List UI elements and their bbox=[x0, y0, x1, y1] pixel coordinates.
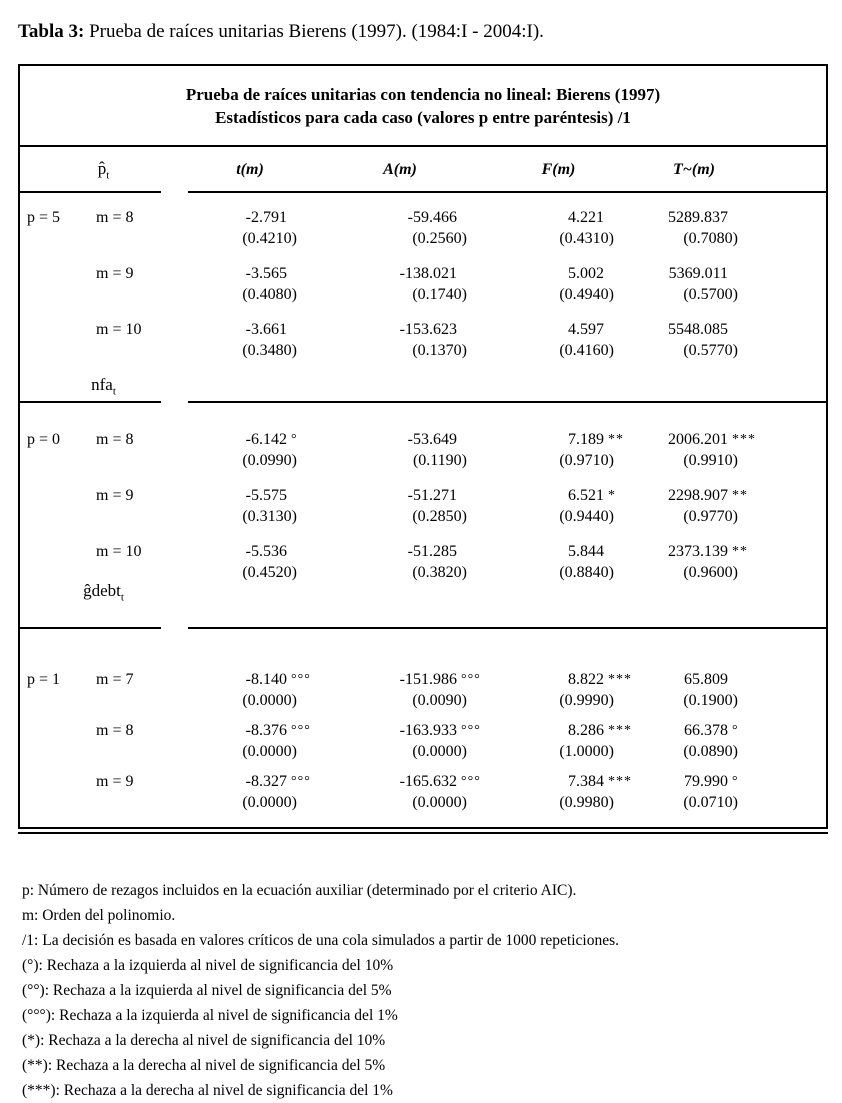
significance-marker bbox=[287, 319, 317, 340]
pvalue-cell bbox=[487, 284, 634, 305]
table-row bbox=[20, 720, 826, 762]
row-variable-header bbox=[20, 159, 187, 181]
stat-value: -153.623 bbox=[399, 321, 457, 339]
header-rule bbox=[20, 191, 826, 193]
m-label: m = 8 bbox=[96, 722, 134, 740]
significance-marker bbox=[728, 207, 758, 228]
stat-value: 8.822 bbox=[568, 671, 604, 689]
significance-marker bbox=[457, 207, 487, 228]
significance-marker: *** bbox=[608, 774, 632, 790]
stat-value: 2006.201 bbox=[668, 430, 728, 448]
p-value: (0.9600) bbox=[683, 563, 738, 581]
stat-cell bbox=[487, 207, 634, 228]
pvalue-line bbox=[20, 340, 826, 361]
significance-marker: ° bbox=[732, 774, 739, 790]
stat-cell bbox=[187, 541, 317, 562]
stat-value: -8.327 bbox=[245, 773, 287, 791]
table-row bbox=[20, 485, 826, 527]
significance-marker: ** bbox=[732, 543, 748, 559]
p-value: (0.5700) bbox=[683, 286, 738, 304]
stat-value: 5289.837 bbox=[668, 209, 728, 227]
pvalue-cell bbox=[634, 284, 758, 305]
stat-cell bbox=[487, 429, 634, 450]
p-label: p = 1 bbox=[27, 671, 61, 689]
p-value: (0.4160) bbox=[559, 342, 614, 360]
stat-cell bbox=[187, 207, 317, 228]
pvalue-cell bbox=[317, 792, 487, 813]
pvalue-cell bbox=[187, 228, 317, 249]
pvalue-cell bbox=[634, 690, 758, 711]
footnote-line: /1: La decisión es basada en valores críticos de una cola simulados a partir de 1000 repeticiones. bbox=[22, 932, 619, 950]
significance-marker: ** bbox=[608, 431, 624, 447]
stat-value: -53.649 bbox=[407, 430, 457, 448]
p-value: (0.4080) bbox=[242, 286, 297, 304]
p-value: (0.2850) bbox=[412, 507, 467, 525]
p-label: p = 0 bbox=[27, 430, 61, 448]
stat-cell bbox=[487, 720, 634, 741]
pvalue-cell bbox=[487, 340, 634, 361]
p-value: (0.4310) bbox=[559, 230, 614, 248]
pvalue-cell bbox=[487, 741, 634, 762]
pvalue-cell bbox=[317, 284, 487, 305]
pvalue-line bbox=[20, 741, 826, 762]
stat-cell bbox=[487, 541, 634, 562]
stat-value: 79.990 bbox=[684, 773, 728, 791]
stat-cell bbox=[634, 669, 758, 690]
pvalue-cell bbox=[317, 741, 487, 762]
caption-number: Tabla 3: bbox=[18, 21, 85, 42]
table-row bbox=[20, 771, 826, 813]
table-row bbox=[20, 541, 826, 583]
stat-cell bbox=[634, 319, 758, 340]
stat-value: 65.809 bbox=[684, 671, 728, 689]
pvalue-cell bbox=[187, 450, 317, 471]
variable-label bbox=[20, 581, 187, 603]
pvalue-cell bbox=[487, 792, 634, 813]
stat-cell bbox=[317, 263, 487, 284]
p-value: (0.0090) bbox=[412, 692, 467, 710]
p-value: (0.3130) bbox=[242, 507, 297, 525]
pvalue-line bbox=[20, 506, 826, 527]
p-value: (0.0710) bbox=[683, 794, 738, 812]
variable-symbol: nfa bbox=[91, 375, 113, 395]
m-label: m = 8 bbox=[96, 430, 134, 448]
significance-marker bbox=[604, 319, 634, 340]
pvalue-cell bbox=[187, 690, 317, 711]
column-header-fm: F(m) bbox=[541, 161, 576, 178]
significance-marker: °°° bbox=[461, 672, 481, 688]
significance-marker bbox=[604, 207, 634, 228]
significance-marker: *** bbox=[732, 431, 756, 447]
stat-value: -8.376 bbox=[245, 722, 287, 740]
value-line bbox=[20, 207, 826, 228]
footnote-line: (***): Rechaza a la derecha al nivel de significancia del 1% bbox=[22, 1082, 393, 1100]
p-value: (0.1900) bbox=[683, 692, 738, 710]
stat-cell bbox=[187, 720, 317, 741]
pvalue-cell bbox=[634, 562, 758, 583]
stat-cell bbox=[317, 771, 487, 792]
p-label: p = 5 bbox=[27, 209, 61, 227]
footnote-line: (°°°): Rechaza a la izquierda al nivel de significancia del 1% bbox=[22, 1007, 398, 1025]
p-value: (0.1370) bbox=[412, 342, 467, 360]
m-label: m = 9 bbox=[96, 486, 134, 504]
significance-marker: °°° bbox=[291, 672, 311, 688]
table-row bbox=[20, 319, 826, 361]
significance-marker: °°° bbox=[461, 723, 481, 739]
value-line bbox=[20, 429, 826, 450]
stat-cell bbox=[317, 429, 487, 450]
m-label: m = 10 bbox=[96, 542, 142, 560]
stat-value: -163.933 bbox=[399, 722, 457, 740]
variable-symbol: ĝdebt bbox=[83, 580, 121, 600]
stat-cell bbox=[187, 429, 317, 450]
variable-label bbox=[20, 375, 187, 397]
footnote-line: (*): Rechaza a la derecha al nivel de significancia del 10% bbox=[22, 1032, 386, 1050]
p-value: (0.4210) bbox=[242, 230, 297, 248]
pvalue-cell bbox=[317, 506, 487, 527]
value-line bbox=[20, 669, 826, 690]
pvalue-cell bbox=[317, 690, 487, 711]
pvalue-cell bbox=[634, 506, 758, 527]
stat-cell bbox=[487, 771, 634, 792]
p-value: (0.9990) bbox=[559, 692, 614, 710]
significance-marker: ° bbox=[732, 723, 739, 739]
stat-cell bbox=[487, 319, 634, 340]
value-line bbox=[20, 541, 826, 562]
m-label: m = 7 bbox=[96, 671, 134, 689]
footnote-line: m: Orden del polinomio. bbox=[22, 907, 176, 925]
m-label: m = 9 bbox=[96, 265, 134, 283]
footnote-line: (**): Rechaza a la derecha al nivel de significancia del 5% bbox=[22, 1057, 386, 1075]
stat-value: 5.844 bbox=[568, 542, 604, 560]
pvalue-cell bbox=[187, 340, 317, 361]
stat-value: -151.986 bbox=[399, 671, 457, 689]
p-value: (0.9980) bbox=[559, 794, 614, 812]
stat-value: 66.378 bbox=[684, 722, 728, 740]
p-value: (0.4940) bbox=[559, 286, 614, 304]
column-header-row bbox=[20, 147, 826, 191]
variable-subscript: t bbox=[120, 591, 124, 604]
value-line bbox=[20, 319, 826, 340]
stat-cell bbox=[317, 485, 487, 506]
p-value: (0.3480) bbox=[242, 342, 297, 360]
p-value: (0.9770) bbox=[683, 507, 738, 525]
significance-marker bbox=[457, 485, 487, 506]
stat-cell bbox=[634, 485, 758, 506]
significance-marker bbox=[457, 263, 487, 284]
significance-marker: °°° bbox=[291, 774, 311, 790]
stat-value: 7.189 bbox=[568, 430, 604, 448]
stat-value: -2.791 bbox=[245, 209, 287, 227]
stat-cell bbox=[317, 720, 487, 741]
stat-value: 5.002 bbox=[568, 265, 604, 283]
pvalue-cell bbox=[317, 340, 487, 361]
pvalue-line bbox=[20, 690, 826, 711]
stat-value: 7.384 bbox=[568, 773, 604, 791]
stat-cell bbox=[634, 207, 758, 228]
stat-value: 5369.011 bbox=[668, 265, 728, 283]
variable-label-row bbox=[20, 375, 826, 397]
significance-marker bbox=[728, 669, 758, 690]
p-value: (0.9710) bbox=[559, 451, 614, 469]
pvalue-cell bbox=[487, 562, 634, 583]
pvalue-line bbox=[20, 450, 826, 471]
footnote-line: (°): Rechaza a la izquierda al nivel de significancia del 10% bbox=[22, 957, 394, 975]
column-header-am: A(m) bbox=[383, 161, 417, 178]
stat-cell bbox=[317, 541, 487, 562]
significance-marker: °°° bbox=[461, 774, 481, 790]
table-title bbox=[20, 66, 826, 145]
stat-cell bbox=[634, 541, 758, 562]
table-body bbox=[20, 193, 826, 827]
stat-cell bbox=[187, 669, 317, 690]
p-value: (0.1190) bbox=[412, 451, 467, 469]
pvalue-line bbox=[20, 284, 826, 305]
significance-marker: * bbox=[608, 487, 616, 503]
p-value: (0.0000) bbox=[412, 743, 467, 761]
stat-value: -59.466 bbox=[407, 209, 457, 227]
p-value: (0.9910) bbox=[683, 451, 738, 469]
pvalue-line bbox=[20, 792, 826, 813]
significance-marker bbox=[728, 319, 758, 340]
stat-value: 4.597 bbox=[568, 321, 604, 339]
table-title-line2: Estadísticos para cada caso (valores p entre paréntesis) /1 bbox=[215, 108, 631, 127]
p-value: (0.0000) bbox=[242, 743, 297, 761]
p-value: (0.3820) bbox=[412, 563, 467, 581]
significance-marker: *** bbox=[608, 672, 632, 688]
pvalue-cell bbox=[487, 506, 634, 527]
variable-symbol: p̂ bbox=[97, 159, 107, 178]
stat-cell bbox=[187, 263, 317, 284]
pvalue-cell bbox=[634, 450, 758, 471]
p-value: (0.1740) bbox=[412, 286, 467, 304]
p-value: (0.0000) bbox=[412, 794, 467, 812]
significance-marker: ** bbox=[732, 487, 748, 503]
stat-cell bbox=[634, 429, 758, 450]
variable-subscript: t bbox=[106, 169, 110, 182]
pvalue-cell bbox=[487, 228, 634, 249]
stat-value: -165.632 bbox=[399, 773, 457, 791]
significance-marker bbox=[457, 319, 487, 340]
table-section bbox=[20, 403, 826, 603]
significance-marker bbox=[287, 263, 317, 284]
stat-cell bbox=[487, 669, 634, 690]
significance-marker bbox=[457, 541, 487, 562]
significance-marker bbox=[457, 429, 487, 450]
m-label: m = 9 bbox=[96, 773, 134, 791]
stat-cell bbox=[317, 319, 487, 340]
significance-marker: *** bbox=[608, 723, 632, 739]
p-value: (0.9440) bbox=[559, 507, 614, 525]
stat-value: 4.221 bbox=[568, 209, 604, 227]
stat-cell bbox=[317, 207, 487, 228]
significance-marker bbox=[604, 541, 634, 562]
pvalue-cell bbox=[317, 562, 487, 583]
m-label: m = 8 bbox=[96, 209, 134, 227]
table-row bbox=[20, 207, 826, 249]
table-section bbox=[20, 629, 826, 827]
variable-subscript: t bbox=[112, 385, 116, 398]
p-value: (0.0890) bbox=[683, 743, 738, 761]
footnote-line: p: Número de rezagos incluidos en la ecuación auxiliar (determinado por el criterio AIC). bbox=[22, 882, 577, 900]
significance-marker bbox=[728, 263, 758, 284]
caption-text: Prueba de raíces unitarias Bierens (1997). (1984:I - 2004:I). bbox=[84, 21, 544, 42]
stat-value: -51.271 bbox=[407, 486, 457, 504]
pvalue-cell bbox=[634, 741, 758, 762]
footnotes bbox=[18, 878, 826, 1103]
pvalue-cell bbox=[634, 228, 758, 249]
section-divider bbox=[20, 627, 826, 629]
significance-marker bbox=[287, 207, 317, 228]
value-line bbox=[20, 771, 826, 792]
stat-cell bbox=[187, 485, 317, 506]
p-value: (0.4520) bbox=[242, 563, 297, 581]
p-value: (1.0000) bbox=[559, 743, 614, 761]
pvalue-cell bbox=[634, 340, 758, 361]
value-line bbox=[20, 720, 826, 741]
significance-marker bbox=[287, 485, 317, 506]
table-row bbox=[20, 669, 826, 711]
footnote-line: (°°): Rechaza a la izquierda al nivel de significancia del 5% bbox=[22, 982, 392, 1000]
pvalue-cell bbox=[187, 284, 317, 305]
p-value: (0.0990) bbox=[242, 451, 297, 469]
p-value: (0.7080) bbox=[683, 230, 738, 248]
stat-value: 5548.085 bbox=[668, 321, 728, 339]
significance-marker bbox=[287, 541, 317, 562]
significance-marker bbox=[604, 263, 634, 284]
pvalue-line bbox=[20, 228, 826, 249]
significance-marker: ° bbox=[291, 431, 298, 447]
pvalue-cell bbox=[317, 228, 487, 249]
stat-value: 2298.907 bbox=[668, 486, 728, 504]
stat-value: -5.536 bbox=[245, 542, 287, 560]
table-row bbox=[20, 263, 826, 305]
table-title-line1: Prueba de raíces unitarias con tendencia no lineal: Bierens (1997) bbox=[185, 85, 661, 104]
pvalue-cell bbox=[187, 562, 317, 583]
stat-cell bbox=[187, 771, 317, 792]
stat-cell bbox=[487, 485, 634, 506]
value-line bbox=[20, 485, 826, 506]
stat-cell bbox=[634, 771, 758, 792]
p-value: (0.0000) bbox=[242, 794, 297, 812]
p-value: (0.8840) bbox=[559, 563, 614, 581]
p-value: (0.0000) bbox=[242, 692, 297, 710]
pvalue-cell bbox=[187, 741, 317, 762]
stat-cell bbox=[187, 319, 317, 340]
pvalue-cell bbox=[317, 450, 487, 471]
p-value: (0.2560) bbox=[412, 230, 467, 248]
unit-root-table bbox=[18, 64, 828, 827]
stat-value: -138.021 bbox=[399, 265, 457, 283]
value-line bbox=[20, 263, 826, 284]
column-header-ttm: T~(m) bbox=[673, 161, 715, 178]
column-header-tm: t(m) bbox=[236, 161, 264, 178]
stat-value: -3.661 bbox=[245, 321, 287, 339]
stat-value: -51.285 bbox=[407, 542, 457, 560]
table-caption bbox=[18, 20, 826, 44]
m-label: m = 10 bbox=[96, 321, 142, 339]
pvalue-cell bbox=[187, 506, 317, 527]
table-row bbox=[20, 429, 826, 471]
variable-label-row bbox=[20, 581, 826, 603]
significance-marker: °°° bbox=[291, 723, 311, 739]
table-bottom-double-rule bbox=[18, 827, 828, 834]
stat-value: 6.521 bbox=[568, 486, 604, 504]
section-divider bbox=[20, 401, 826, 403]
stat-value: -3.565 bbox=[245, 265, 287, 283]
pvalue-cell bbox=[487, 450, 634, 471]
stat-cell bbox=[634, 720, 758, 741]
p-value: (0.5770) bbox=[683, 342, 738, 360]
pvalue-cell bbox=[634, 792, 758, 813]
stat-value: -5.575 bbox=[245, 486, 287, 504]
stat-value: -8.140 bbox=[245, 671, 287, 689]
stat-cell bbox=[317, 669, 487, 690]
table-section bbox=[20, 193, 826, 397]
pvalue-line bbox=[20, 562, 826, 583]
stat-value: -6.142 bbox=[245, 430, 287, 448]
pvalue-cell bbox=[187, 792, 317, 813]
stat-value: 8.286 bbox=[568, 722, 604, 740]
stat-cell bbox=[634, 263, 758, 284]
stat-cell bbox=[487, 263, 634, 284]
stat-value: 2373.139 bbox=[668, 542, 728, 560]
pvalue-cell bbox=[487, 690, 634, 711]
